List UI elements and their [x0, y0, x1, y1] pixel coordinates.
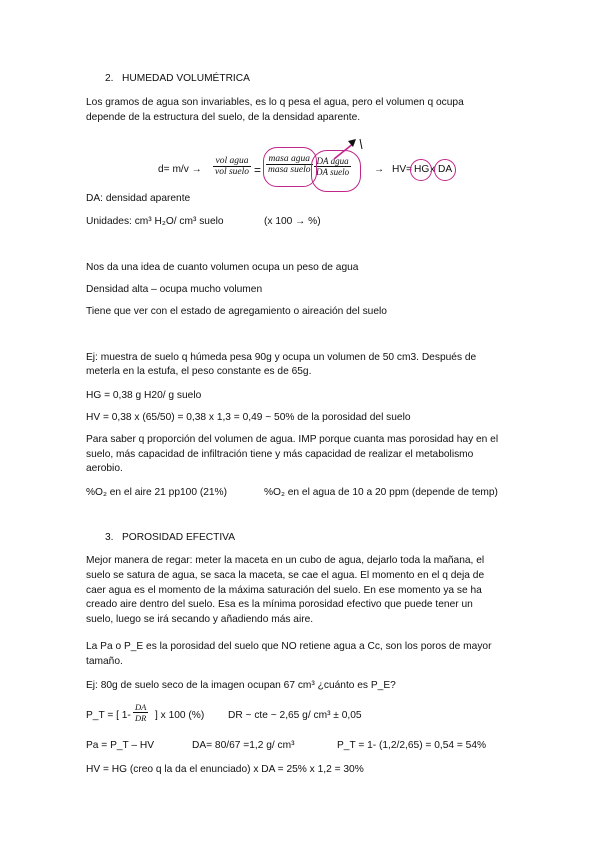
para-line-2: suelo, más capacidad de infiltración tiene y más capacidad de realizar el metabolismo	[86, 449, 474, 460]
example-line-2: meterla en la estufa, el peso constante es de 65g.	[86, 366, 312, 377]
formula-arrow: →	[374, 164, 385, 175]
fraction-vol-num: vol agua	[215, 156, 249, 166]
intro-line-2: depende de la estructura del suelo, de la densidad aparente.	[86, 112, 361, 123]
sec3-para-line-2: suelo se satura de agua, se saca la maceta, se cae el agua. El momento en el q deja de	[86, 570, 485, 581]
section-heading-porosidad: 3. POROSIDAD EFECTIVA	[105, 532, 236, 543]
o2-water: %O₂ en el agua de 10 a 20 ppm (depende de temp)	[264, 487, 498, 498]
formula-da: DA	[438, 164, 453, 175]
sec3-para-line-1: Mejor manera de regar: meter la maceta en un cubo de agua, dejarlo toda la mañana, el	[86, 555, 485, 566]
section-heading-humedad: 2. HUMEDAD VOLUMÉTRICA	[105, 73, 250, 84]
pt-fraction-den: DR	[135, 712, 147, 723]
densidad-line: Densidad alta – ocupa mucho volumen	[86, 284, 263, 295]
highlight-hg-circle	[410, 159, 432, 181]
pa-equation: Pa = P_T – HV	[86, 740, 155, 751]
pa-def-line-1: La Pa o P_E es la porosidad del suelo que NO retiene agua a Cc, son los poros de mayor	[86, 641, 492, 652]
hv-equation: HV = HG (creo q la da el enunciado) x DA = 25% x 1,2 = 30%	[86, 764, 364, 775]
fraction-masa-num: masa agua	[268, 154, 310, 164]
idea-line: Nos da una idea de cuanto volumen ocupa un peso de agua	[86, 262, 359, 273]
sec3-example: Ej: 80g de suelo seco de la imagen ocupan 67 cm³ ¿cuánto es P_E?	[86, 680, 396, 691]
highlight-da-small-circle	[434, 159, 456, 181]
pt-fraction	[133, 702, 148, 723]
dr-constant: DR ~ cte ~ 2,65 g/ cm³ ± 0,05	[228, 710, 362, 721]
sec3-para-line-3: caer agua es el momento de la máxima saturación del suelo. En ese momento ya se ha	[86, 585, 482, 596]
fraction-da-den: DA suelo	[316, 166, 350, 177]
pt-formula-rhs: ] x 100 (%)	[155, 710, 205, 721]
intro-line-1: Los gramos de agua son invariables, es lo q pesa el agua, pero el volumen q ocupa	[86, 97, 464, 108]
sec3-para-line-5: suelo, luego se irá secando y añadiendo más aire.	[86, 614, 314, 625]
pt-equation: P_T = 1- (1,2/2,65) = 0,54 = 54%	[337, 740, 487, 751]
hv-calc: HV = 0,38 x (65/50) = 0,38 x 1,3 = 0,49 ~ 50% de la porosidad del suelo	[86, 412, 411, 423]
sec3-para-line-4: creado aire dentro del suelo. Esa es la mínima porosidad efectivo que puede tener un	[86, 599, 473, 610]
fraction-da-num: DA agua	[316, 156, 349, 166]
formula-hg: HG	[414, 164, 430, 175]
hg-calc: HG = 0,38 g H20/ g suelo	[86, 390, 202, 401]
pt-formula-lhs: P_T = [ 1-	[86, 710, 131, 721]
formula-equals: =	[254, 163, 262, 177]
formula-hv: HV=	[392, 164, 413, 175]
o2-air: %O₂ en el aire 21 pp100 (21%)	[86, 487, 228, 498]
formula-times: x	[430, 164, 436, 175]
pa-def-line-2: tamaño.	[86, 656, 123, 667]
units-note: (x 100 → %)	[264, 216, 321, 227]
fraction-masa-den: masa suelo	[268, 164, 311, 175]
para-line-3: aerobio.	[86, 463, 123, 474]
highlight-masa-circle	[263, 147, 317, 187]
fraction-vol-den: vol suelo	[215, 166, 250, 177]
fraction-vol	[213, 156, 251, 177]
formula-lhs: d= m/v →	[158, 164, 202, 175]
annotation-arrow-icon	[330, 135, 370, 163]
estado-line: Tiene que ver con el estado de agregamiento o aireación del suelo	[86, 306, 387, 317]
da-definition: DA: densidad aparente	[86, 193, 191, 204]
para-line-1: Para saber q proporción del volumen de agua. IMP porque cuanta mas porosidad hay en el	[86, 434, 499, 445]
example-line-1: Ej: muestra de suelo q húmeda pesa 90g y ocupa un volumen de 50 cm3. Después de	[86, 352, 477, 363]
units-line: Unidades: cm³ H₂O/ cm³ suelo	[86, 216, 224, 227]
pt-fraction-num: DA	[135, 702, 147, 712]
da-equation: DA= 80/67 =1,2 g/ cm³	[192, 740, 295, 751]
